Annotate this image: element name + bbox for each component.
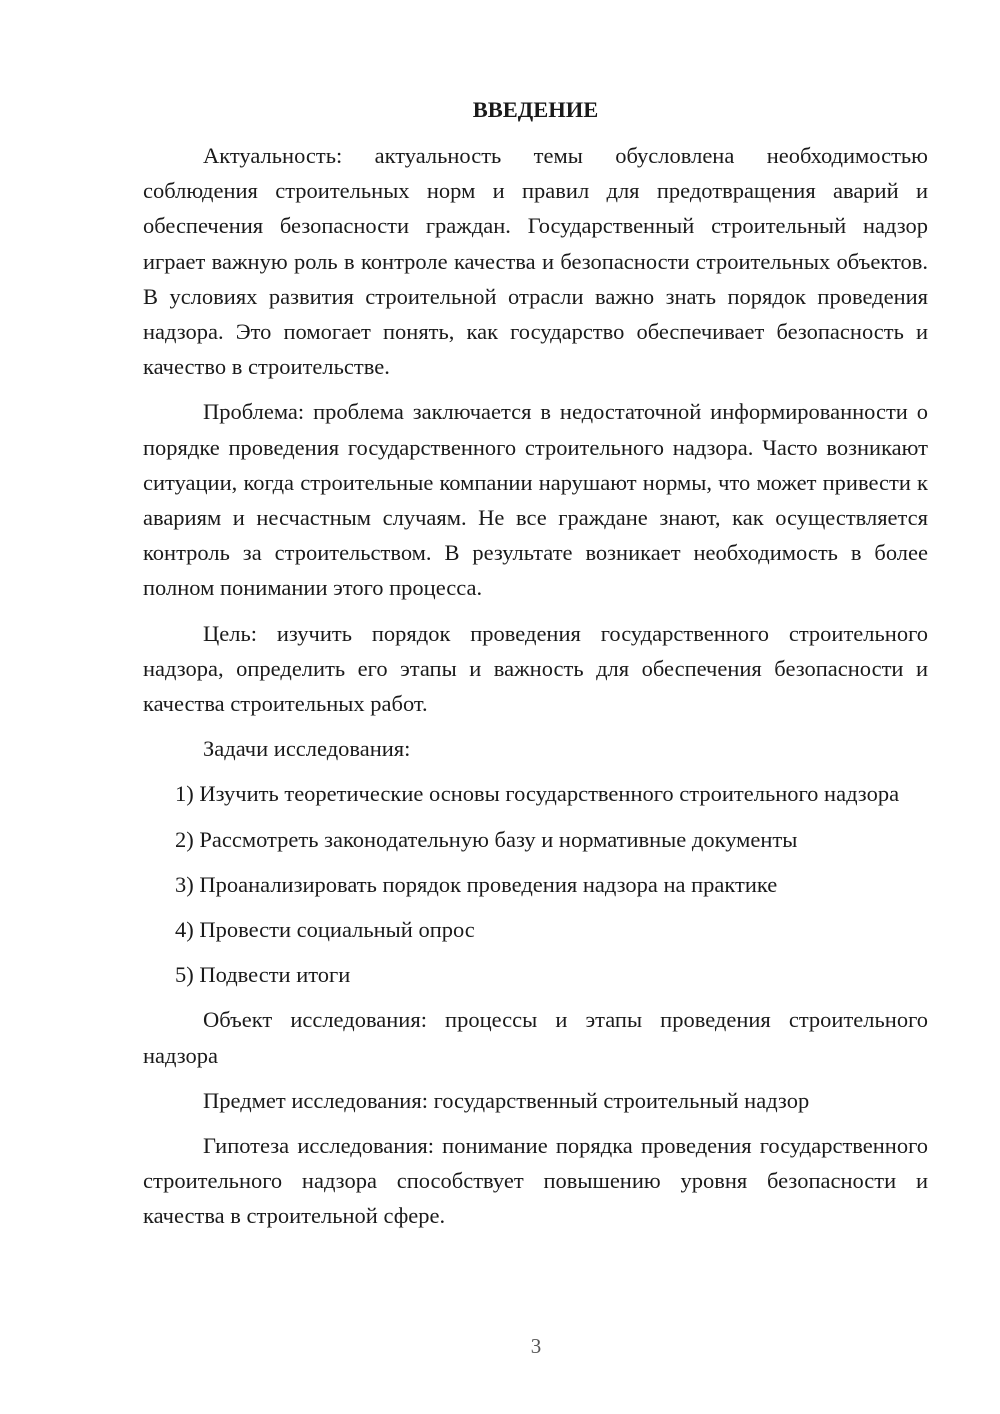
paragraph-hypothesis: Гипотеза исследования: понимание порядка проведения государственного строительного надзора способствует повышению уровня безопасности и качества в строительной сфере.	[143, 1133, 928, 1229]
paragraph-object: Объект исследования: процессы и этапы проведения строительного надзора	[143, 1007, 928, 1068]
paragraph-problem: Проблема: проблема заключается в недостаточной информированности о порядке проведения государственного строительного надзора. Часто возникают ситуации, когда строительные компании нарушают нормы, что может привести к авариям и несчастным случаям. Не все граждане знают, как осуществляется контроль за строительством. В результате возникает необходимость в более полном понимании этого процесса.	[143, 399, 928, 601]
paragraph-goal: Цель: изучить порядок проведения государственного строительного надзора, определить его этапы и важность для обеспечения безопасности и качества строительных работ.	[143, 620, 928, 717]
task-item-5: 5) Подвести итоги	[175, 962, 351, 988]
task-item-2: 2) Рассмотреть законодательную базу и нормативные документы	[175, 826, 798, 852]
section-title: ВВЕДЕНИЕ	[472, 97, 599, 122]
task-item-4: 4) Провести социальный опрос	[175, 917, 475, 943]
paragraph-relevance: Актуальность: актуальность темы обусловлена необходимостью соблюдения строительных норм и правил для предотвращения аварий и обеспечения безопасности граждан. Государственный строительный надзор играет важную роль в контроле качества и безопасности строительных объектов. В условиях развития строительной отрасли важно знать порядок проведения надзора. Это помогает понять, как государство обеспечивает безопасность и качество в строительстве.	[143, 143, 928, 380]
page-content	[143, 94, 928, 1244]
page-number: 3	[530, 1334, 542, 1358]
task-item-3: 3) Проанализировать порядок проведения надзора на практике	[175, 871, 778, 897]
tasks-heading: Задачи исследования:	[203, 736, 411, 762]
paragraph-subject: Предмет исследования: государственный строительный надзор	[203, 1087, 810, 1113]
task-item-1: 1) Изучить теоретические основы государственного строительного надзора	[175, 781, 900, 807]
